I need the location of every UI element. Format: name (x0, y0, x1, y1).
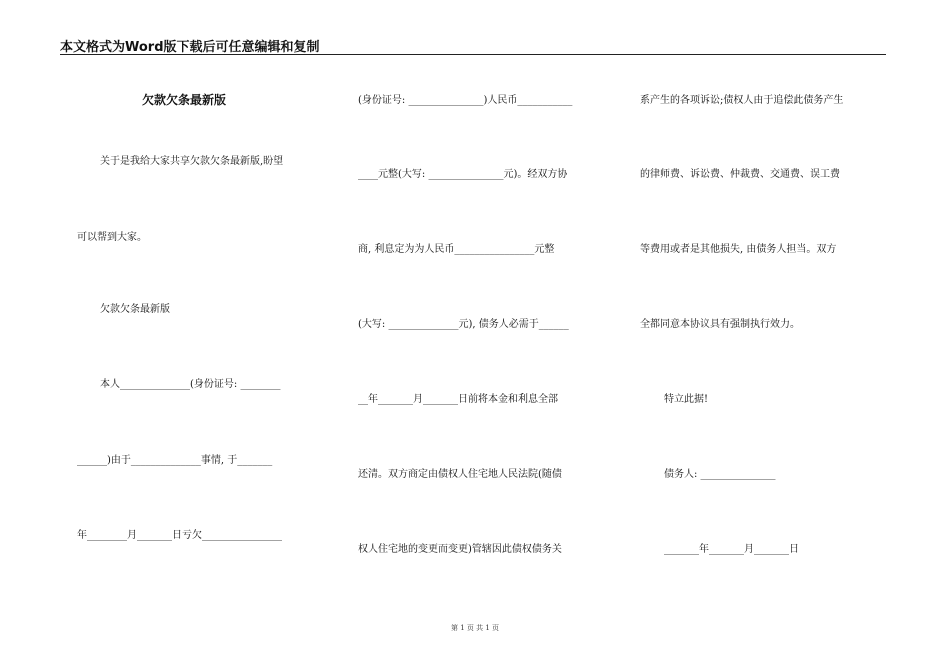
col1-line-1: 关于是我给大家共享欠款欠条最新版,盼望 (100, 156, 284, 167)
page-number: 第 1 页 共 1 页 (450, 624, 500, 632)
col1-line-4: 本人______________(身份证号: ________ (100, 379, 281, 390)
col2-line-2: ____元整(大写: _______________元)。经双方协 (358, 169, 568, 180)
col3-line-3: 等费用或者是其他损失, 由债务人担当。双方 (640, 244, 837, 255)
page-header (60, 34, 886, 55)
col2-line-4: (大写: ______________元), 债务人必需于______ (358, 319, 569, 330)
col2-line-3: 商, 利息定为为人民币________________元整 (358, 244, 555, 255)
col3-line-7: _______年_______月_______日 (664, 544, 799, 555)
col2-line-5: __年_______月_______日前将本金和利息全部 (358, 394, 558, 405)
col1-line-6: 年________月_______日亏欠________________ (77, 530, 282, 541)
header-title: 本文格式为Word版下载后可任意编辑和复制 (60, 40, 320, 55)
col2-line-6: 还清。双方商定由债权人住宅地人民法院(随债 (358, 469, 562, 480)
col1-line-2: 可以帮到大家。 (77, 232, 147, 243)
col1-line-5: ______)由于______________事情, 于_______ (77, 455, 273, 466)
col2-line-7: 权人住宅地的变更而变更)管辖因此债权债务关 (358, 544, 562, 555)
col2-line-1: (身份证号: _______________)人民币___________ (358, 95, 573, 106)
col3-line-5: 特立此据! (664, 394, 709, 405)
col3-line-6: 债务人: _______________ (664, 469, 776, 480)
col1-line-3: 欠款欠条最新版 (100, 304, 170, 315)
col3-line-2: 的律师费、诉讼费、仲裁费、交通费、误工费 (640, 169, 840, 180)
document-title: 欠款欠条最新版 (142, 93, 227, 107)
col3-line-1: 系产生的各项诉讼;债权人由于追偿此债务产生 (640, 95, 844, 106)
col3-line-4: 全都同意本协议具有强制执行效力。 (640, 319, 800, 330)
